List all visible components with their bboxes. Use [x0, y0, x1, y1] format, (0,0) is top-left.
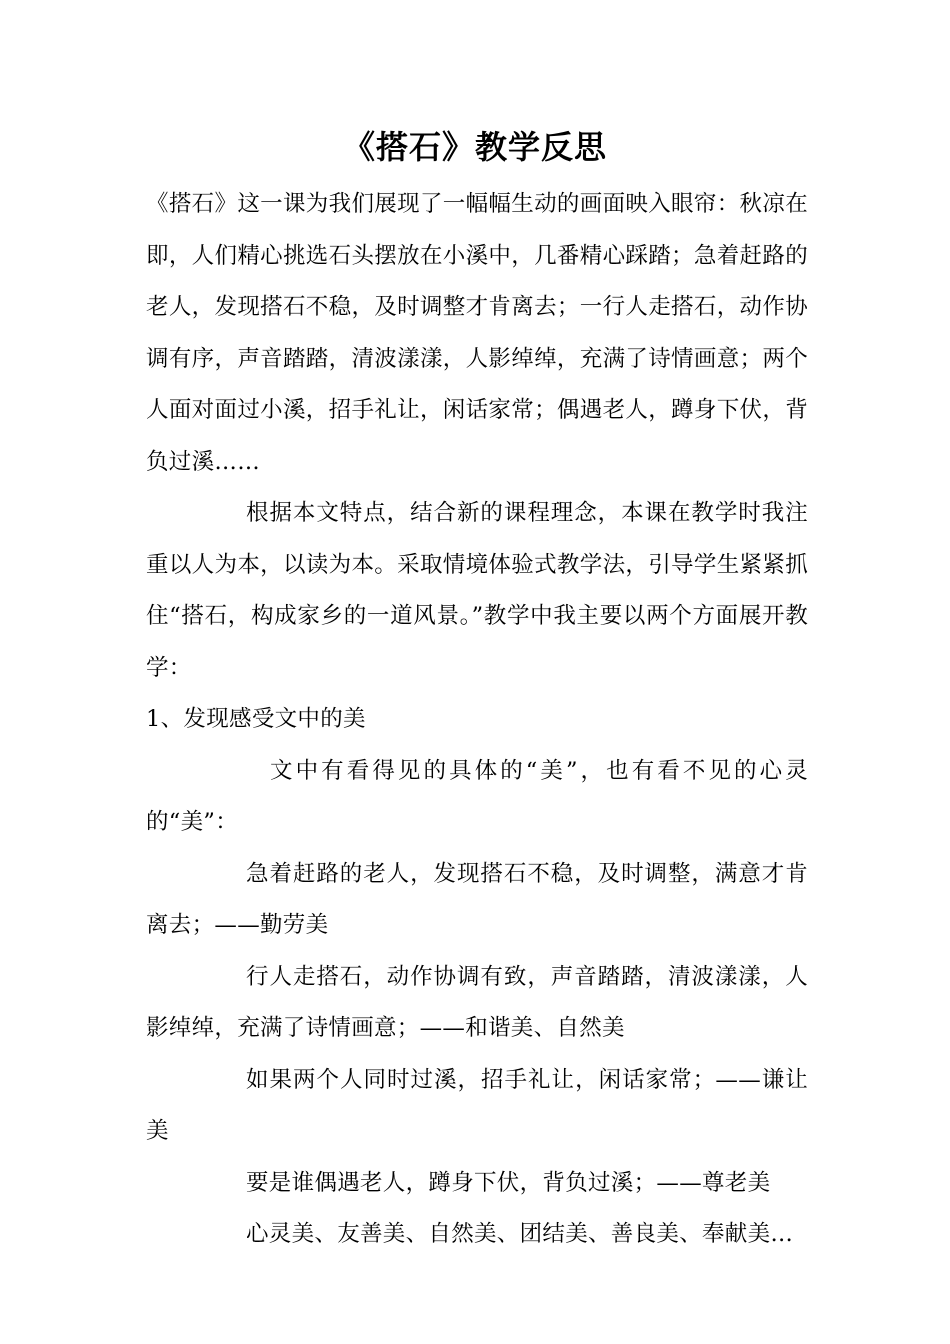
section-heading: 1、发现感受文中的美 [146, 706, 366, 732]
document-body [146, 179, 808, 1261]
paragraph-beauty-intro: 文中有看得见的具体的“美”，也有看不见的心灵的“美”： [146, 757, 808, 835]
page-title: 《搭石》教学反思 [342, 128, 607, 166]
paragraph-harmony: 行人走搭石，动作协调有致，声音踏踏，清波漾漾，人影绰绰，充满了诗情画意；——和谐美、自然美 [146, 963, 808, 1041]
paragraph-modesty: 如果两个人同时过溪，招手礼让，闲话家常；——谦让美 [146, 1066, 808, 1144]
paragraph-diligence: 急着赶路的老人，发现搭石不稳，及时调整，满意才肯离去；——勤劳美 [146, 860, 808, 938]
paragraph-teaching-approach: 根据本文特点，结合新的课程理念，本课在教学时我注重以人为本，以读为本。采取情境体验式教学法，引导学生紧紧抓住“搭石，构成家乡的一道风景。”教学中我主要以两个方面展开教学： [146, 500, 808, 681]
paragraph-intro: 《搭石》这一课为我们展现了一幅幅生动的画面映入眼帘：秋凉在即，人们精心挑选石头摆放在小溪中，几番精心踩踏；急着赶路的老人，发现搭石不稳，及时调整才肯离去；一行人走搭石，动作协调有序，声音踏踏，清波漾漾，人影绰绰，充满了诗情画意；两个人面对面过小溪，招手礼让，闲话家常；偶遇老人，蹲身下伏，背负过溪…… [146, 191, 808, 475]
paragraph-respect-elders: 要是谁偶遇老人，蹲身下伏，背负过溪；——尊老美 [246, 1169, 771, 1196]
paragraph-beauty-list: 心灵美、友善美、自然美、团结美、善良美、奉献美… [246, 1221, 794, 1247]
